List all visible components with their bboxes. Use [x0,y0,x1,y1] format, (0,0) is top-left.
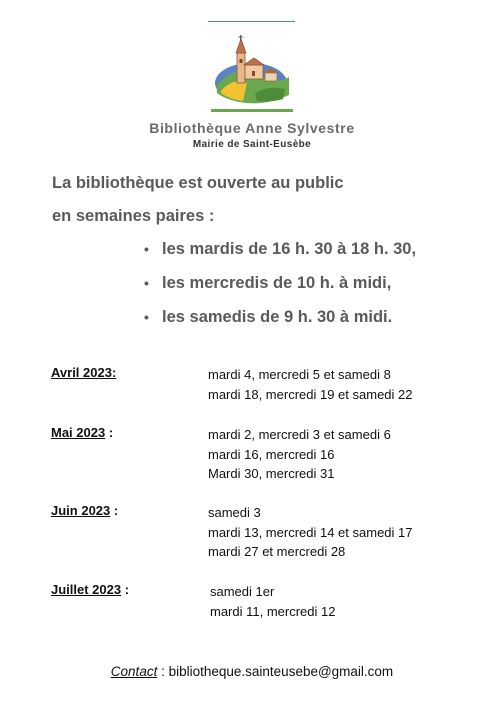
date-line: samedi 1er [210,584,275,599]
intro-line-1: La bibliothèque est ouverte au public [52,174,344,192]
opening-hours-list [144,238,416,340]
month-label-july [51,582,129,597]
month-dates-april [208,365,412,404]
date-line: Mardi 30, mercredi 31 [208,466,335,481]
date-line: mardi 27 et mercredi 28 [208,544,346,559]
opening-hours-item [144,238,416,272]
month-suffix: : [105,425,114,440]
date-line: mardi 11, mercredi 12 [210,603,336,619]
contact-label: Contact [110,664,158,679]
date-line: mardi 18, mercredi 19 et samedi 22 [208,386,413,402]
month-label-june [51,503,118,518]
month-name: Mai 2023 [51,425,106,440]
opening-hours-item [144,272,416,306]
date-line: mardi 13, mercredi 14 et samedi 17 [208,524,413,540]
library-logo [207,33,296,113]
date-line: mardi 2, mercredi 3 et samedi 6 [208,427,391,442]
date-line: mardi 16, mercredi 16 [208,446,335,462]
bullet-icon: • [144,309,149,325]
bullet-icon: • [144,241,149,257]
contact-separator: : [157,664,169,679]
opening-hours-text: les mercredis de 10 h. à midi, [162,274,392,292]
opening-hours-text: les mardis de 16 h. 30 à 18 h. 30, [162,240,417,258]
month-suffix: : [111,365,117,380]
bullet-icon: • [144,275,149,291]
date-line: samedi 3 [208,505,261,520]
date-line: mardi 4, mercredi 5 et samedi 8 [208,367,391,382]
month-dates-may [208,425,391,484]
month-suffix: : [121,582,130,597]
month-name: Juillet 2023 [51,582,122,597]
month-dates-june [208,503,412,562]
month-suffix: : [110,503,119,518]
month-name: Avril 2023 [51,365,112,380]
mairie-subtitle: Mairie de Saint-Eusèbe [192,139,312,150]
opening-hours-text: les samedis de 9 h. 30 à midi. [162,308,393,326]
month-label-april [51,365,116,380]
month-dates-july [210,582,335,621]
contact-email[interactable]: bibliotheque.sainteusebe@gmail.com [168,664,394,679]
library-name: Bibliothèque Anne Sylvestre [149,120,355,136]
opening-hours-item [144,306,416,340]
contact-line [0,664,504,679]
top-rule [208,21,295,22]
month-label-may [51,425,113,440]
month-name: Juin 2023 [51,503,111,518]
intro-line-2: en semaines paires : [52,207,215,225]
